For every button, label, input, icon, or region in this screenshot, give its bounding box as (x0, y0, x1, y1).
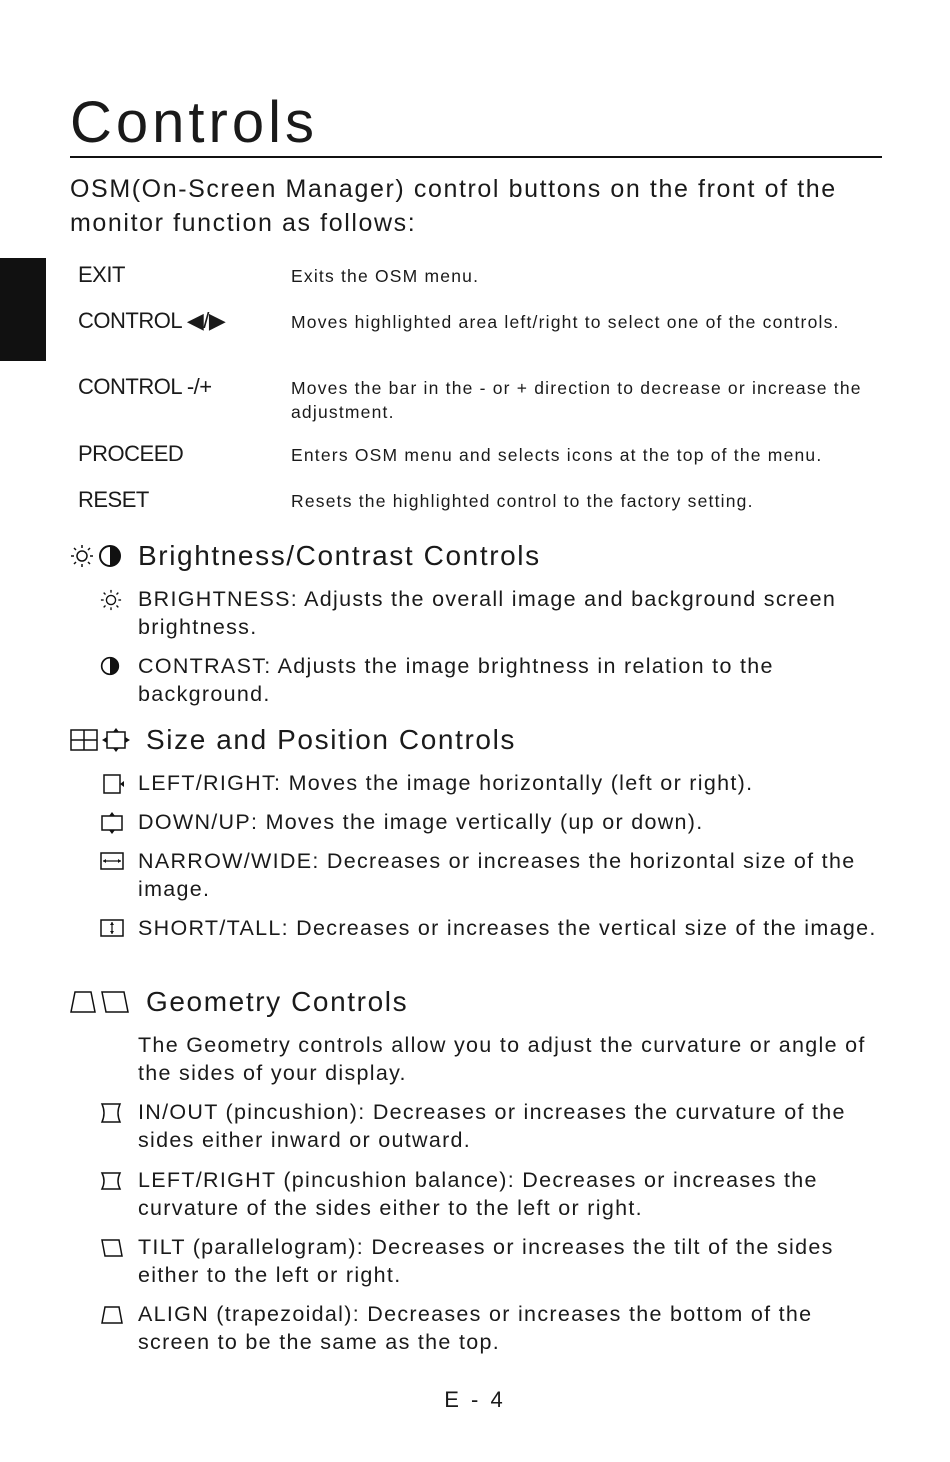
item-label: BRIGHTNESS: (138, 587, 299, 611)
item-label: TILT (138, 1235, 186, 1259)
control-row-minus-plus (78, 374, 888, 424)
geometry-intro: The Geometry controls allow you to adjust the curvature or angle of the sides of your display. (138, 1033, 866, 1085)
half-circle-icon (98, 544, 122, 568)
item-label: LEFT/RIGHT (138, 1168, 277, 1192)
item-text: (pincushion balance): Decreases or increases the curvature of the sides either to the left or right. (138, 1168, 818, 1220)
control-row-exit (78, 262, 888, 288)
intro-text: OSM(On-Screen Manager) control buttons on the front of the monitor function as follows: (70, 175, 837, 237)
list-item (100, 1300, 890, 1356)
sun-icon (70, 544, 94, 568)
item-text: (pincushion): Decreases or increases the curvature of the sides either inward or outward. (138, 1100, 846, 1152)
control-row-proceed (78, 441, 888, 467)
size-icon (70, 728, 98, 752)
left-right-icon (100, 773, 138, 795)
section-heading: Size and Position Controls (146, 724, 516, 755)
control-key: CONTROL -/+ (78, 374, 212, 399)
list-item (100, 652, 890, 708)
control-row-left-right (78, 308, 888, 334)
section-brightness-contrast (70, 539, 541, 573)
section-size-position (70, 723, 516, 757)
section-heading: Brightness/Contrast Controls (138, 540, 541, 571)
item-text: Adjusts the image brightness in relation to the background. (138, 654, 774, 706)
control-key: CONTROL ◀/▶ (78, 308, 226, 333)
pincushion-icon (100, 1102, 138, 1124)
list-item (100, 914, 890, 942)
item-text: Moves the image vertically (up or down). (258, 810, 704, 834)
chapter-tab (0, 258, 46, 361)
title-divider (70, 156, 882, 158)
half-circle-icon (100, 656, 138, 676)
down-up-icon (100, 812, 138, 834)
item-text: Decreases or increases the vertical size of the image. (288, 916, 877, 940)
item-label: ALIGN (138, 1302, 210, 1326)
control-key: PROCEED (78, 441, 184, 466)
control-desc: Moves highlighted area left/right to select one of the controls. (291, 312, 840, 332)
control-desc: Enters OSM menu and selects icons at the top of the menu. (291, 445, 823, 465)
page-title: Controls (70, 90, 318, 155)
tilt-icon (100, 1237, 138, 1259)
pincushion-balance-icon (100, 1170, 138, 1192)
control-desc: Moves the bar in the - or + direction to decrease or increase the adjustment. (291, 378, 862, 422)
item-text: Adjusts the overall image and background screen brightness. (138, 587, 837, 639)
item-label: NARROW/WIDE: (138, 849, 320, 873)
list-item (100, 1098, 890, 1154)
control-row-reset (78, 487, 888, 513)
control-desc: Resets the highlighted control to the factory setting. (291, 491, 754, 511)
page-number: E - 4 (444, 1387, 506, 1412)
item-text: Decreases or increases the horizontal size of the image. (138, 849, 856, 901)
trapezoid-icon (70, 990, 96, 1014)
list-item (100, 585, 890, 641)
item-text: Moves the image horizontally (left or right). (281, 771, 754, 795)
list-item (100, 1166, 890, 1222)
align-icon (100, 1304, 138, 1326)
control-desc: Exits the OSM menu. (291, 266, 480, 286)
sun-icon (100, 589, 138, 611)
list-item (100, 769, 890, 797)
position-icon (102, 728, 130, 752)
item-label: SHORT/TALL: (138, 916, 289, 940)
list-item (100, 808, 890, 836)
section-heading: Geometry Controls (146, 986, 409, 1017)
item-label: LEFT/RIGHT: (138, 771, 282, 795)
section-geometry (70, 985, 408, 1019)
item-text: (parallelogram): Decreases or increases the tilt of the sides either to the left or right. (138, 1235, 834, 1287)
narrow-wide-icon (100, 851, 138, 871)
list-item (100, 1233, 890, 1289)
control-key: RESET (78, 487, 149, 512)
item-label: IN/OUT (138, 1100, 219, 1124)
short-tall-icon (100, 918, 138, 938)
parallelogram-icon (100, 990, 130, 1014)
item-label: CONTRAST: (138, 654, 272, 678)
item-text: (trapezoidal): Decreases or increases the bottom of the screen to be the same as the top. (138, 1302, 813, 1354)
item-label: DOWN/UP: (138, 810, 259, 834)
control-key: EXIT (78, 262, 125, 287)
list-item (100, 847, 890, 903)
